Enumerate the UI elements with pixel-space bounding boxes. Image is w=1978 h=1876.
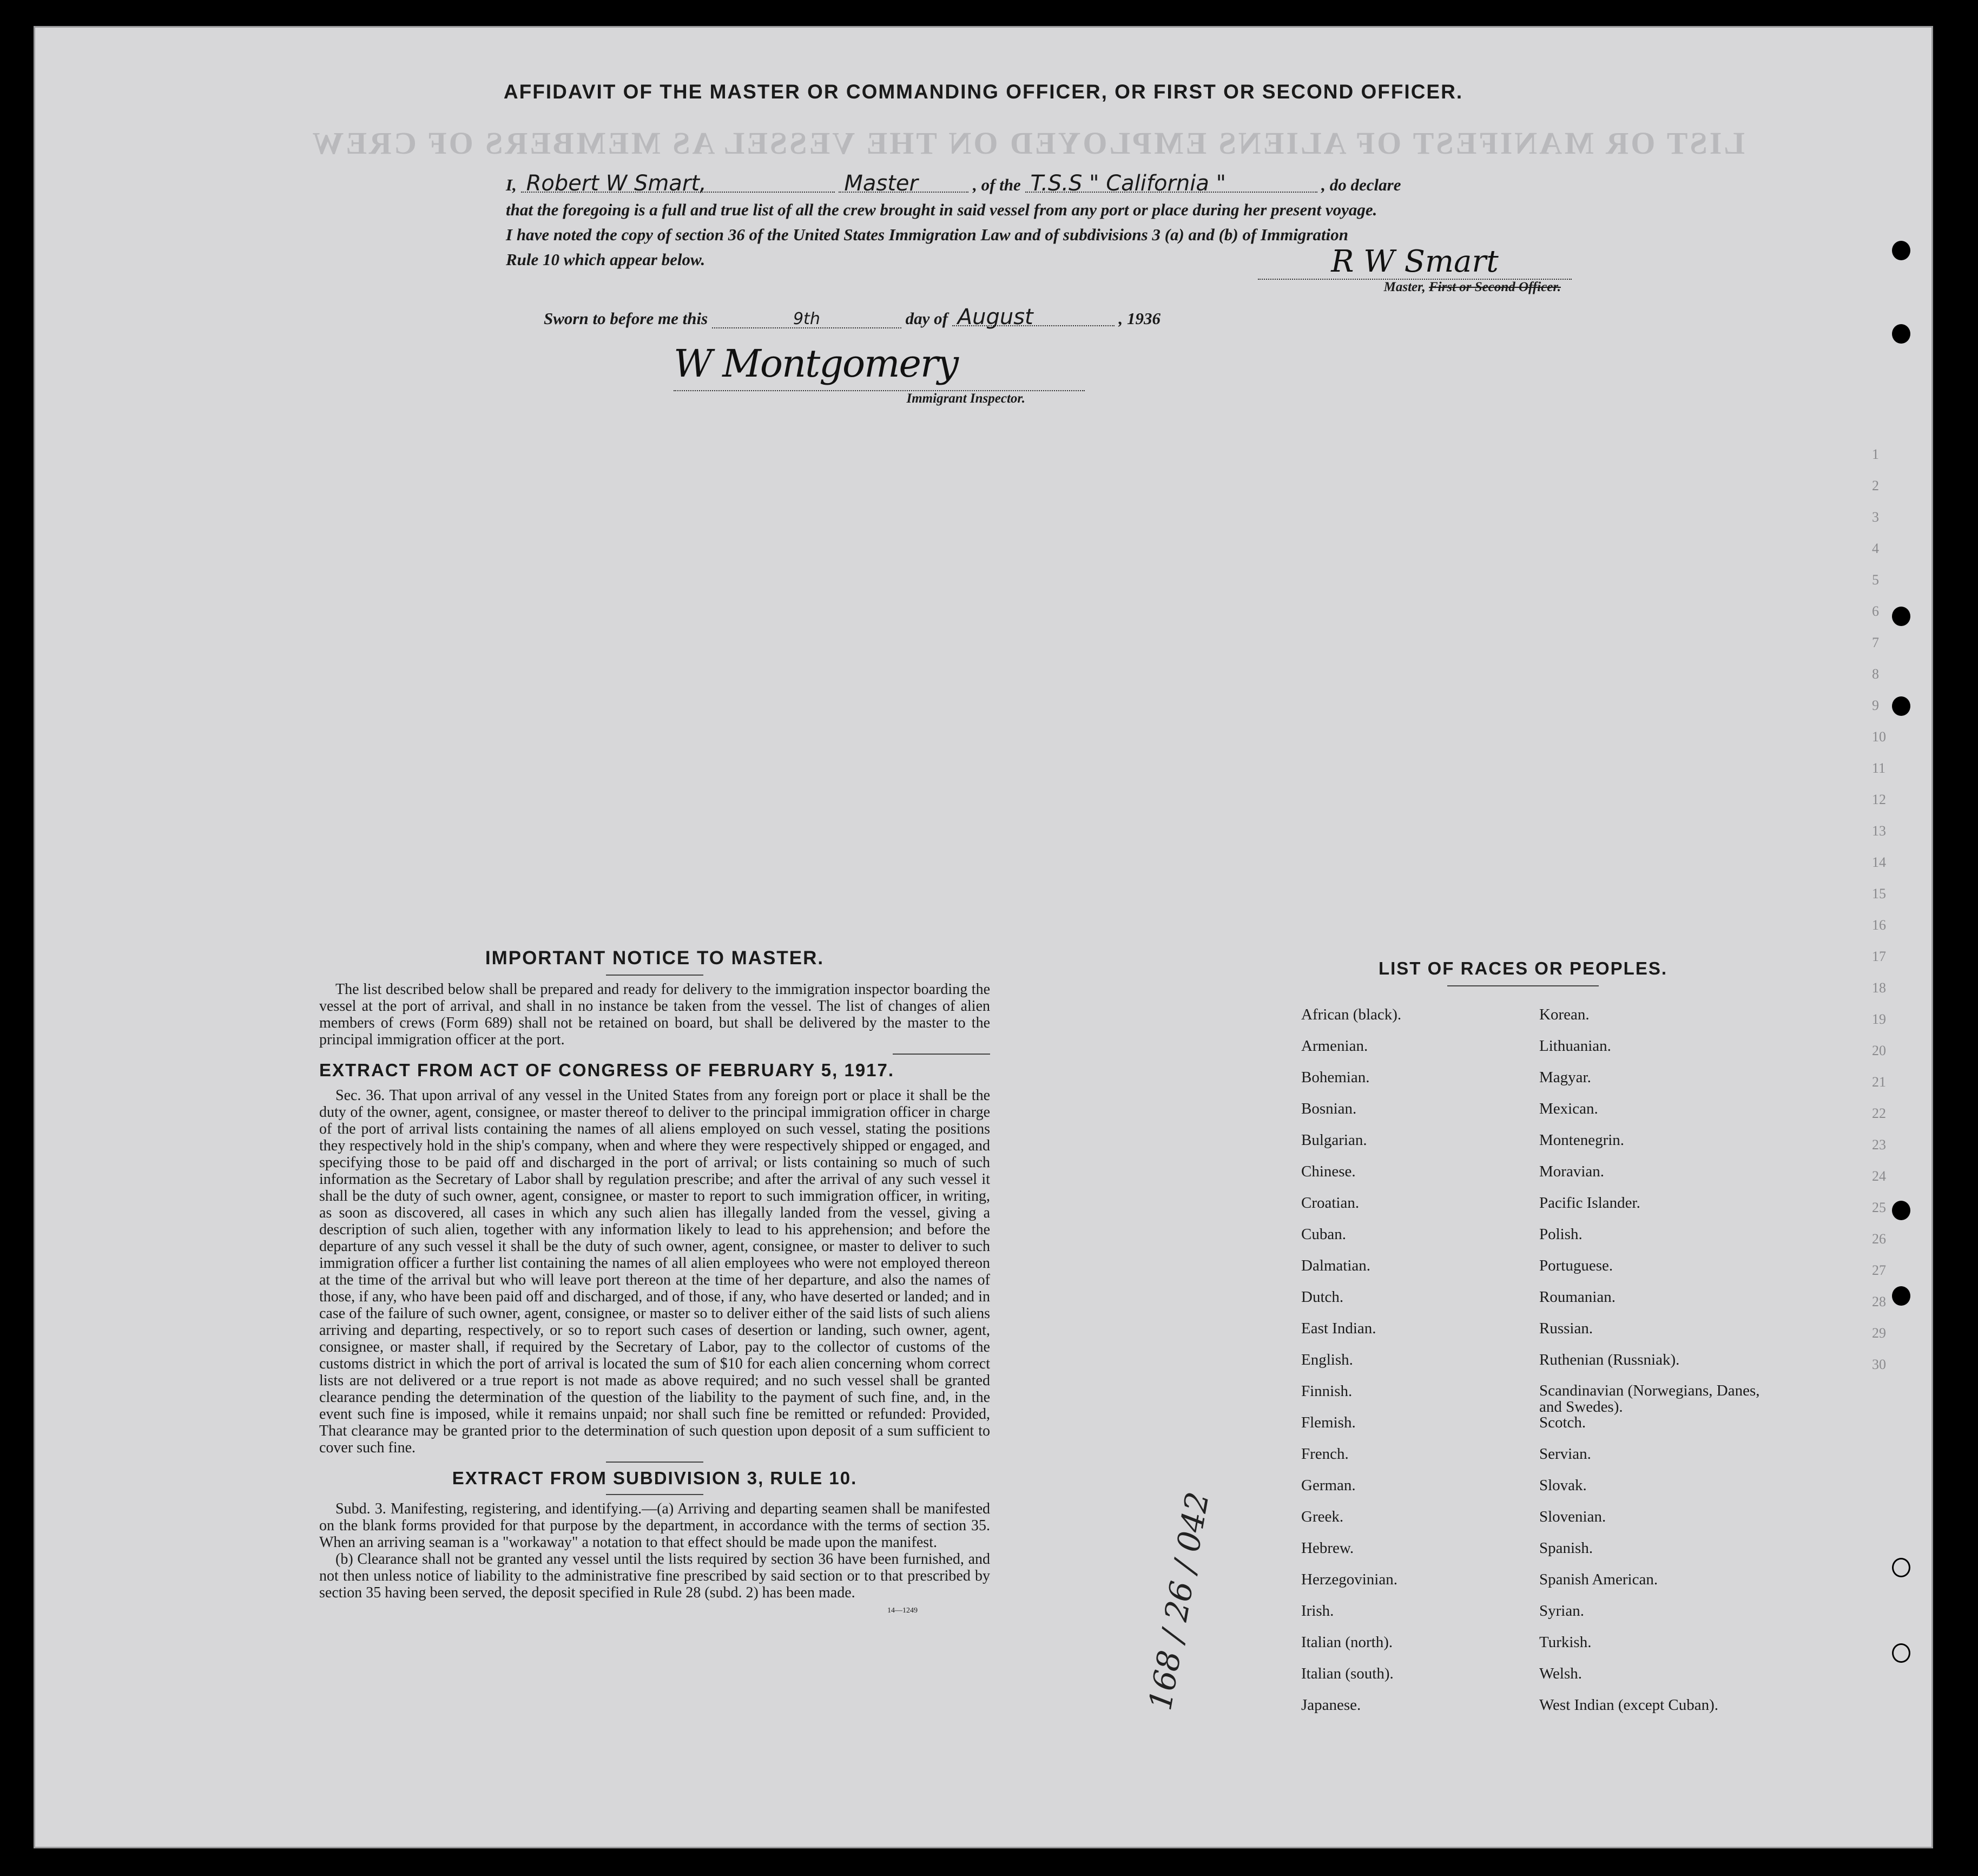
row-number: 13 — [1872, 823, 1886, 839]
row-number: 20 — [1872, 1043, 1886, 1058]
extract2-text-a: Subd. 3. Manifesting, registering, and identifying.—(a) Arriving and departing seamen shall be manifested on the blank forms provided for that purpose by the department, in accordance with the terms of section 35. When an arriving seaman is a "workaway" a notation to that effect should be made upon the manifest. — [319, 1500, 990, 1551]
master-caption-label: Master, — [1383, 280, 1426, 294]
race-item: Syrian. — [1539, 1602, 1584, 1620]
race-item: Scandinavian (Norwegians, Danes, and Swedes). — [1539, 1382, 1760, 1416]
row-number: 14 — [1872, 854, 1886, 870]
race-item: Scotch. — [1539, 1414, 1586, 1431]
race-item: Dutch. — [1301, 1288, 1344, 1306]
race-item: Roumanian. — [1539, 1288, 1616, 1306]
races-heading: LIST OF RACES OR PEOPLES. — [1378, 958, 1668, 978]
extract2-text-b: (b) Clearance shall not be granted any vessel until the lists required by section 36 have been furnished, and not then unless notice of liability to the administrative fine prescribed by said section or to that prescribed by section 35 having been served, the deposit specified in Rule 28 (subd. 2) has been made. — [319, 1551, 990, 1601]
row-number: 27 — [1872, 1262, 1886, 1278]
master-caption — [1258, 280, 1572, 295]
document-page — [34, 26, 1933, 1848]
master-signature: R W Smart — [1258, 244, 1572, 280]
row-number: 26 — [1872, 1231, 1886, 1247]
struck-caption: First or Second Officer. — [1429, 280, 1561, 294]
notice-heading: IMPORTANT NOTICE TO MASTER. — [485, 947, 825, 969]
divider — [606, 1494, 703, 1495]
i-label: I, — [506, 175, 517, 194]
row-number: 24 — [1872, 1168, 1886, 1184]
race-item: Armenian. — [1301, 1037, 1368, 1055]
extract1-heading: EXTRACT FROM ACT OF CONGRESS OF FEBRUARY 5, 1917. — [319, 1060, 895, 1080]
row-number: 29 — [1872, 1325, 1886, 1341]
row-number: 3 — [1872, 509, 1879, 525]
race-item: Montenegrin. — [1539, 1131, 1625, 1149]
race-item: Slovenian. — [1539, 1508, 1606, 1525]
master-name-field: Robert W Smart, — [521, 175, 835, 193]
sworn-day-field: 9th — [712, 311, 901, 328]
race-item: Portuguese. — [1539, 1257, 1613, 1274]
race-item: Japanese. — [1301, 1696, 1361, 1714]
race-item: Hebrew. — [1301, 1539, 1354, 1557]
race-item: Spanish American. — [1539, 1571, 1658, 1588]
bleed-through-row-numbers — [1872, 439, 1886, 1380]
race-item: Flemish. — [1301, 1414, 1356, 1431]
row-number: 19 — [1872, 1011, 1886, 1027]
row-number: 12 — [1872, 792, 1886, 807]
race-item: Pacific Islander. — [1539, 1194, 1640, 1212]
punch-hole — [1892, 324, 1910, 344]
race-item: Finnish. — [1301, 1383, 1353, 1400]
notice-text: The list described below shall be prepared and ready for delivery to the immigration inspector boarding the vessel at the port of arrival, and shall in no instance be taken from the vessel. The list of changes of alien members of crews (Form 689) shall not be retained on board, but shall be delivered by the master to the principal immigration officer at the port. — [319, 981, 990, 1048]
inspector-signature-block — [674, 341, 1085, 406]
row-number: 15 — [1872, 886, 1886, 901]
row-number: 4 — [1872, 541, 1879, 556]
race-item: West Indian (except Cuban). — [1539, 1696, 1719, 1714]
race-item: Spanish. — [1539, 1539, 1593, 1557]
row-number: 11 — [1872, 760, 1886, 776]
row-number: 30 — [1872, 1357, 1886, 1372]
race-item: Bosnian. — [1301, 1100, 1357, 1117]
race-item: Mexican. — [1539, 1100, 1598, 1117]
year-label: , 1936 — [1118, 309, 1161, 328]
master-signature-block — [1258, 244, 1572, 295]
race-item: Magyar. — [1539, 1069, 1591, 1086]
punch-hole — [1892, 1643, 1910, 1663]
race-item: Welsh. — [1539, 1665, 1583, 1682]
race-item: Chinese. — [1301, 1163, 1356, 1180]
race-item: Herzegovinian. — [1301, 1571, 1397, 1588]
race-item: Korean. — [1539, 1006, 1590, 1023]
races-right-column — [1539, 1006, 1766, 1728]
race-item: Bohemian. — [1301, 1069, 1370, 1086]
race-item: Croatian. — [1301, 1194, 1360, 1212]
row-number: 21 — [1872, 1074, 1886, 1090]
row-number: 10 — [1872, 729, 1886, 745]
race-item: Moravian. — [1539, 1163, 1604, 1180]
race-item: Irish. — [1301, 1602, 1334, 1620]
divider — [606, 975, 703, 976]
declaration-line-1 — [506, 173, 1577, 198]
divider — [606, 1462, 703, 1463]
sworn-month-field: August — [952, 309, 1115, 326]
race-item: Servian. — [1539, 1445, 1591, 1463]
row-number: 7 — [1872, 635, 1879, 650]
day-of-label: day of — [905, 309, 948, 328]
race-item: Polish. — [1539, 1226, 1583, 1243]
race-item: Turkish. — [1539, 1634, 1592, 1651]
row-number: 16 — [1872, 917, 1886, 933]
row-number: 28 — [1872, 1294, 1886, 1309]
race-item: Italian (north). — [1301, 1634, 1393, 1651]
declaration-line-4: Rule 10 which appear below. — [506, 250, 706, 269]
vessel-name-field: T.S.S " California " — [1025, 175, 1317, 193]
race-item: Cuban. — [1301, 1226, 1346, 1243]
race-item: Dalmatian. — [1301, 1257, 1371, 1274]
inspector-signature: W Montgomery — [674, 341, 1085, 391]
extract1-text: Sec. 36. That upon arrival of any vessel in the United States from any foreign port or place it shall be the duty of the owner, agent, consignee, or master thereof to deliver to the principal immigration officer in charge of the port of arrival lists containing the names of all aliens employed on such vessel, stating the positions they respectively hold in the ship's company, when and where they were respectively shipped or engaged, and specifying those to be paid off and discharged in the port of arrival; or lists containing so much of such information as the Secretary of Labor shall by regulation prescribe; and after the arrival of any such vessel it shall be the duty of such owner, agent, consignee, or master to report to such immigration officer, in writing, as soon as discovered, all cases in which any such alien has illegally landed from the vessel, giving a description of such alien, together with any information likely to lead to his apprehension; and before the departure of any such vessel it shall be the duty of such owner, agent, consignee, or master to deliver to such immigration officer a further list containing the names of all alien employees who were not employed thereon at the time of the arrival but who will leave port thereon at the time of her departure, and also the names of those, if any, who have been paid off and discharged, and of those, if any, who have deserted or landed; and in case of the failure of such owner, agent, consignee, or master so to deliver either of the said lists of such aliens arriving and departing, respectively, or so to report such cases of desertion or landing, such owner, agent, consignee, or master shall, if required by the Secretary of Labor, pay to the collector of customs of the customs district in which the port of arrival is located the sum of $10 for each alien concerning whom correct lists are not delivered or a true report is not made as above required; and no such vessel shall be granted clearance pending the determination of the question of the liability to the payment of such fine, and, in the event such fine is imposed, while it remains unpaid; nor shall such fine be remitted or refunded: Provided, That clearance may be granted prior to the determination of such question upon deposit of a sum sufficient to cover such fine. — [319, 1087, 990, 1456]
punch-hole — [1892, 1201, 1910, 1220]
row-number: 25 — [1872, 1200, 1886, 1215]
row-number: 9 — [1872, 697, 1879, 713]
race-item: Bulgarian. — [1301, 1131, 1367, 1149]
row-number: 6 — [1872, 603, 1879, 619]
row-number: 2 — [1872, 478, 1879, 493]
row-number: 18 — [1872, 980, 1886, 996]
rank-field: Master — [839, 175, 968, 193]
row-number: 1 — [1872, 446, 1879, 462]
sworn-line — [544, 305, 1161, 330]
do-declare-label: , do declare — [1321, 175, 1401, 194]
punch-hole — [1892, 1558, 1910, 1577]
races-left-column — [1301, 1006, 1401, 1728]
race-item: English. — [1301, 1351, 1353, 1368]
pencil-annotation: 168 / 26 / 042 — [1142, 1489, 1216, 1713]
punch-hole — [1892, 241, 1910, 260]
divider — [1447, 985, 1599, 986]
race-item: Slovak. — [1539, 1477, 1587, 1494]
row-number: 23 — [1872, 1137, 1886, 1153]
declaration-line-2: that the foregoing is a full and true list of all the crew brought in said vessel from any port or place during her present voyage. — [506, 200, 1377, 219]
extract2-heading: EXTRACT FROM SUBDIVISION 3, RULE 10. — [452, 1468, 858, 1488]
row-number: 22 — [1872, 1105, 1886, 1121]
row-number: 8 — [1872, 666, 1879, 682]
race-item: Lithuanian. — [1539, 1037, 1611, 1055]
race-item: East Indian. — [1301, 1320, 1376, 1337]
sworn-label: Sworn to before me this — [544, 309, 708, 328]
punch-hole — [1892, 1286, 1910, 1306]
race-item: Italian (south). — [1301, 1665, 1394, 1682]
race-item: Russian. — [1539, 1320, 1593, 1337]
form-number: 14—1249 — [887, 1607, 918, 1615]
race-item: French. — [1301, 1445, 1349, 1463]
declaration-line-3: I have noted the copy of section 36 of the United States Immigration Law and of subdivisions 3 (a) and (b) of Immigration — [506, 225, 1348, 244]
race-item: African (black). — [1301, 1006, 1402, 1023]
punch-hole — [1892, 607, 1910, 626]
important-notice-section — [319, 947, 990, 1615]
of-the-label: , of the — [973, 175, 1021, 194]
race-item: German. — [1301, 1477, 1356, 1494]
race-item: Ruthenian (Russniak). — [1539, 1351, 1680, 1368]
inspector-caption: Immigrant Inspector. — [906, 391, 1025, 406]
row-number: 17 — [1872, 949, 1886, 964]
affidavit-title: AFFIDAVIT OF THE MASTER OR COMMANDING OFFICER, OR FIRST OR SECOND OFFICER. — [503, 81, 1463, 103]
bleed-through-title: LIST OR MANIFEST OF ALIENS EMPLOYED ON THE VESSEL AS MEMBERS OF CREW — [310, 126, 1745, 161]
races-list-section — [1280, 958, 1766, 1714]
divider — [893, 1054, 990, 1055]
race-item: Greek. — [1301, 1508, 1344, 1525]
punch-hole — [1892, 696, 1910, 716]
row-number: 5 — [1872, 572, 1879, 588]
